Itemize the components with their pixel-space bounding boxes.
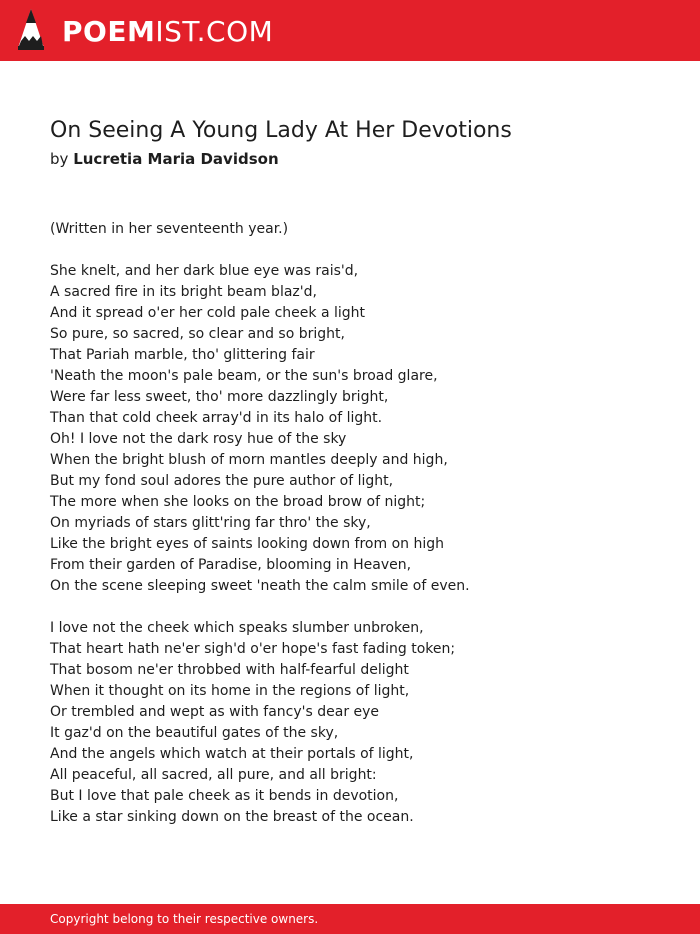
logo-wordmark-light: IST.COM <box>155 15 274 48</box>
poem-line: When it thought on its home in the regions of light, <box>50 683 410 699</box>
site-header <box>0 0 700 61</box>
poem-line: Than that cold cheek array'd in its halo of light. <box>50 410 383 426</box>
logo-wordmark-bold: POEM <box>62 15 156 48</box>
poem-line: So pure, so sacred, so clear and so bright, <box>50 326 345 342</box>
poem-line: 'Neath the moon's pale beam, or the sun's broad glare, <box>50 368 438 384</box>
poem-line: A sacred fire in its bright beam blaz'd, <box>50 284 317 300</box>
poem-line: From their garden of Paradise, blooming in Heaven, <box>50 557 412 573</box>
by-label: by <box>50 150 69 168</box>
poem-line: All peaceful, all sacred, all pure, and all bright: <box>50 767 377 783</box>
poem-line: That Pariah marble, tho' glittering fair <box>50 347 315 363</box>
poem-line: She knelt, and her dark blue eye was rais'd, <box>50 263 359 279</box>
poem-line: Like the bright eyes of saints looking down from on high <box>50 536 444 552</box>
poem-line: Like a star sinking down on the breast of the ocean. <box>50 809 414 825</box>
poem-line: Were far less sweet, tho' more dazzlingly bright, <box>50 389 389 405</box>
poem-body <box>50 219 670 849</box>
copyright-notice: Copyright belong to their respective owners. <box>50 912 319 926</box>
site-footer <box>0 904 700 934</box>
poem-line: When the bright blush of morn mantles deeply and high, <box>50 452 448 468</box>
poem-line: (Written in her seventeenth year.) <box>50 221 289 237</box>
poem-line: That heart hath ne'er sigh'd o'er hope's fast fading token; <box>50 641 456 657</box>
poem-line: Or trembled and wept as with fancy's dear eye <box>50 704 380 720</box>
poem-title: On Seeing A Young Lady At Her Devotions <box>50 118 512 143</box>
poem-line: But my fond soul adores the pure author of light, <box>50 473 394 489</box>
site-logo[interactable] <box>17 8 274 54</box>
poem-line: On myriads of stars glitt'ring far thro' the sky, <box>50 515 371 531</box>
stanza <box>50 261 670 597</box>
poem-line: But I love that pale cheek as it bends in devotion, <box>50 788 399 804</box>
poem-line: The more when she looks on the broad brow of night; <box>50 494 426 510</box>
poem-line: And the angels which watch at their portals of light, <box>50 746 414 762</box>
poem-line: That bosom ne'er throbbed with half-fearful delight <box>50 662 409 678</box>
poem-line: I love not the cheek which speaks slumber unbroken, <box>50 620 424 636</box>
pencil-tip-icon <box>17 8 45 52</box>
poem-line: It gaz'd on the beautiful gates of the sky, <box>50 725 339 741</box>
stanza <box>50 618 670 828</box>
poem-line: On the scene sleeping sweet 'neath the calm smile of even. <box>50 578 470 594</box>
stanza <box>50 219 670 240</box>
poem-line: And it spread o'er her cold pale cheek a light <box>50 305 366 321</box>
byline <box>50 149 279 169</box>
author-name[interactable]: Lucretia Maria Davidson <box>73 150 279 168</box>
logo-wordmark <box>62 17 273 47</box>
poem-line: Oh! I love not the dark rosy hue of the sky <box>50 431 347 447</box>
